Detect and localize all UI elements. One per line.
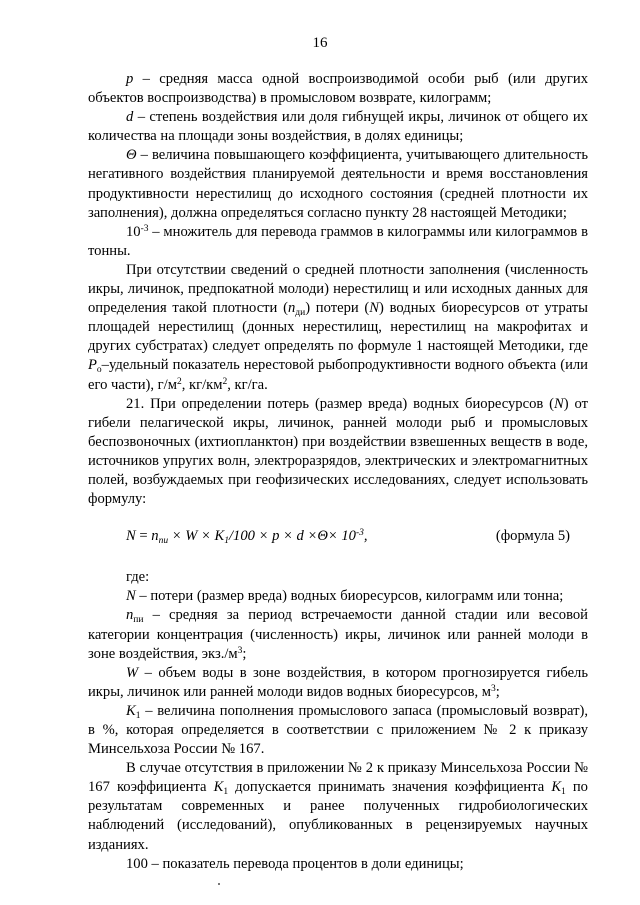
paragraph-absent-k1: В случае отсутствия в приложении № 2 к приказу Минсельхоза России № 167 коэффициента $K_1$ допускается принимать значения коэффициента $K_1$ по результатам современных и ранее полученных гидробиологических наблюдений (исследований), опубликованных в рецензируемых научных изданиях. <box>88 760 588 853</box>
definition-theta: Θ – величина повышающего коэффициента, учитывающего длительность негативного воздействия планируемой деятельности и время восстановления продуктивности нерестилищ до исходного состояния (средней плотности их заполнения), должна определяться согласно пункту 28 настоящей Методики; <box>88 147 588 221</box>
formula-5 <box>88 527 588 546</box>
symbol-theta: Θ <box>126 147 137 164</box>
paragraph-21: 21. При определении потерь (размер вреда) водных биоресурсов (N) от гибели пелагической икры, личинок, ранней молоди рыб и промысловых беспозвоночных (ихтиопланктон) при воздействии взвешенных веществ в воде, источников упругих волн, электроразрядов, электрических и электромагнитных полей, возбуждаемых при геофизических исследованиях, следует использовать формулу: <box>88 395 588 508</box>
definition-multiplier: $10^{-3}$ – множитель для перевода граммов в килограммы или килограммов в тонны. <box>88 223 588 259</box>
paragraph-absent-density: При отсутствии сведений о средней плотности заполнения (численность икры, личинок, предпокатной молоди) нерестилищ и или исходных данных для определения такой плотности $(n_{ди})$ потери (N) водных биоресурсов от утраты площадей нерестилищ (донных нерестилищ, нерестилищ на макрофитах и других субстратах) следует определять по формуле 1 настоящей Методики, где $P_о$–удельный показатель нерестовой рыбопродуктивности водного объекта (или его части), $г/м^2$, $кг/км^2$, кг/га. <box>88 261 588 393</box>
definition-W: W – объем воды в зоне воздействия, в котором прогнозируется гибель икры, личинок или ранней молоди видов водных биоресурсов, $м^3$; <box>88 664 588 700</box>
definition-d: d – степень воздействия или доля гибнущей икры, личинок от общего их количества на площади зоны воздействия, в долях единицы; <box>88 109 588 145</box>
definition-N: N – потери (размер вреда) водных биоресурсов, килограмм или тонна; <box>126 588 564 605</box>
definition-100: 100 – показатель перевода процентов в доли единицы; <box>126 855 464 872</box>
definition-p: p – средняя масса одной воспроизводимой особи рыб (или других объектов воспроизводства) в промысловом возврате, килограмм; <box>88 71 588 107</box>
page-number: 16 <box>312 35 328 51</box>
definition-n-pi: $n_{пи}$ – средняя за период встречаемости данной стадии или весовой категории концентрация (численность) икры, личинок или ранней молоди в зоне воздействия, $экз./м^3$; <box>88 607 588 662</box>
symbol-d: d <box>126 109 134 126</box>
document-body <box>88 70 588 874</box>
symbol-p: p <box>126 71 134 87</box>
where-label: где: <box>126 569 150 586</box>
scan-speck <box>218 883 220 885</box>
formula-expression: $N = n_{пи} \times W \times K_1/100 \times p \times d \times\Theta\times 10^{-3}$, <box>126 528 368 547</box>
formula-label: (формула 5) <box>495 528 570 545</box>
definition-K1: $K_1$ – величина пополнения промыслового запаса (промысловый возврат), в %, которая определяется в соответствии с приложением № 2 к приказу Минсельхоза России № 167. <box>88 702 588 758</box>
